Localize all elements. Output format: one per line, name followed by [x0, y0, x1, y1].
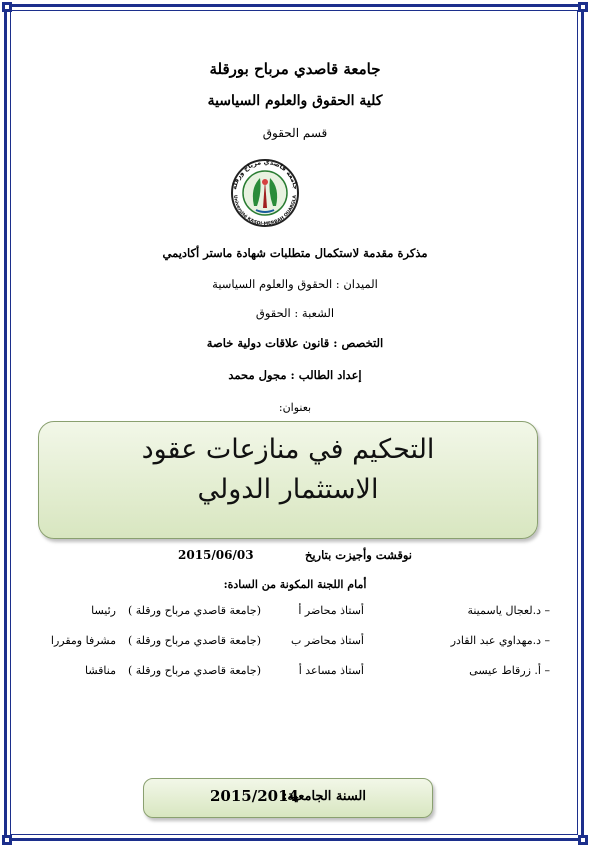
faculty-name: كلية الحقوق والعلوم السياسية: [207, 93, 383, 109]
title-label: بعنوان:: [278, 401, 312, 414]
committee-name: – أ. زرقاط عيسى: [469, 664, 550, 677]
svg-text:Université KASDI-MERBAH OUARGL: [232, 194, 298, 227]
thesis-title-box: [38, 421, 538, 539]
svg-text:جامعة قاصدي مرباح ورقلة: [230, 158, 300, 191]
corner-ornament: [2, 2, 12, 12]
corner-ornament: [2, 835, 12, 845]
committee-name: – د.لعجال ياسمينة: [467, 604, 550, 617]
committee-role: مناقشا: [85, 664, 116, 677]
committee-name: – د.مهداوي عبد القادر: [450, 634, 550, 647]
logo-arabic-text: جامعة قاصدي مرباح ورقلة: [230, 158, 300, 191]
academic-year-box: [143, 778, 433, 818]
student-line: إعداد الطالب : مجول محمد: [228, 368, 362, 382]
committee-intro: أمام اللجنة المكونة من السادة:: [223, 578, 367, 591]
corner-ornament: [578, 835, 588, 845]
defense-label: نوقشت وأجيزت بتاريخ: [304, 548, 412, 562]
department-name: قسم الحقوق: [262, 126, 328, 140]
logo-text: [226, 158, 304, 228]
thesis-title-line-2: الاستثمار الدولي: [197, 474, 379, 505]
committee-institution: (جامعة قاصدي مرباح ورقلة ): [127, 664, 261, 677]
academic-year-label: السنة الجامعية:: [282, 789, 366, 804]
committee-role: مشرفا ومقررا: [50, 634, 116, 647]
corner-ornament: [578, 2, 588, 12]
university-name: جامعة قاصدي مرباح بورقلة: [209, 60, 381, 78]
thesis-title-line-1: التحكيم في منازعات عقود: [141, 434, 435, 465]
committee-rank: أستاذ محاضر ب: [291, 634, 364, 647]
defense-date: 2015/06/03: [178, 548, 254, 562]
committee-institution: (جامعة قاصدي مرباح ورقلة ): [127, 604, 261, 617]
committee-rank: أستاذ محاضر أ: [298, 604, 364, 617]
academic-year-value: 2015/2014: [210, 787, 299, 805]
committee-institution: (جامعة قاصدي مرباح ورقلة ): [127, 634, 261, 647]
committee-role: رئيسا: [91, 604, 116, 617]
branch-line: الشعبة : الحقوق: [255, 306, 335, 320]
field-line: الميدان : الحقوق والعلوم السياسية: [212, 277, 378, 291]
committee-rank: أستاذ مساعد أ: [298, 664, 364, 677]
memo-intro: مذكرة مقدمة لاستكمال متطلبات شهادة ماستر أكاديمي: [162, 246, 428, 260]
logo-latin-text: Université KASDI-MERBAH OUARGLA: [231, 194, 299, 228]
specialty-line: التخصص : قانون علاقات دولية خاصة: [206, 336, 384, 350]
